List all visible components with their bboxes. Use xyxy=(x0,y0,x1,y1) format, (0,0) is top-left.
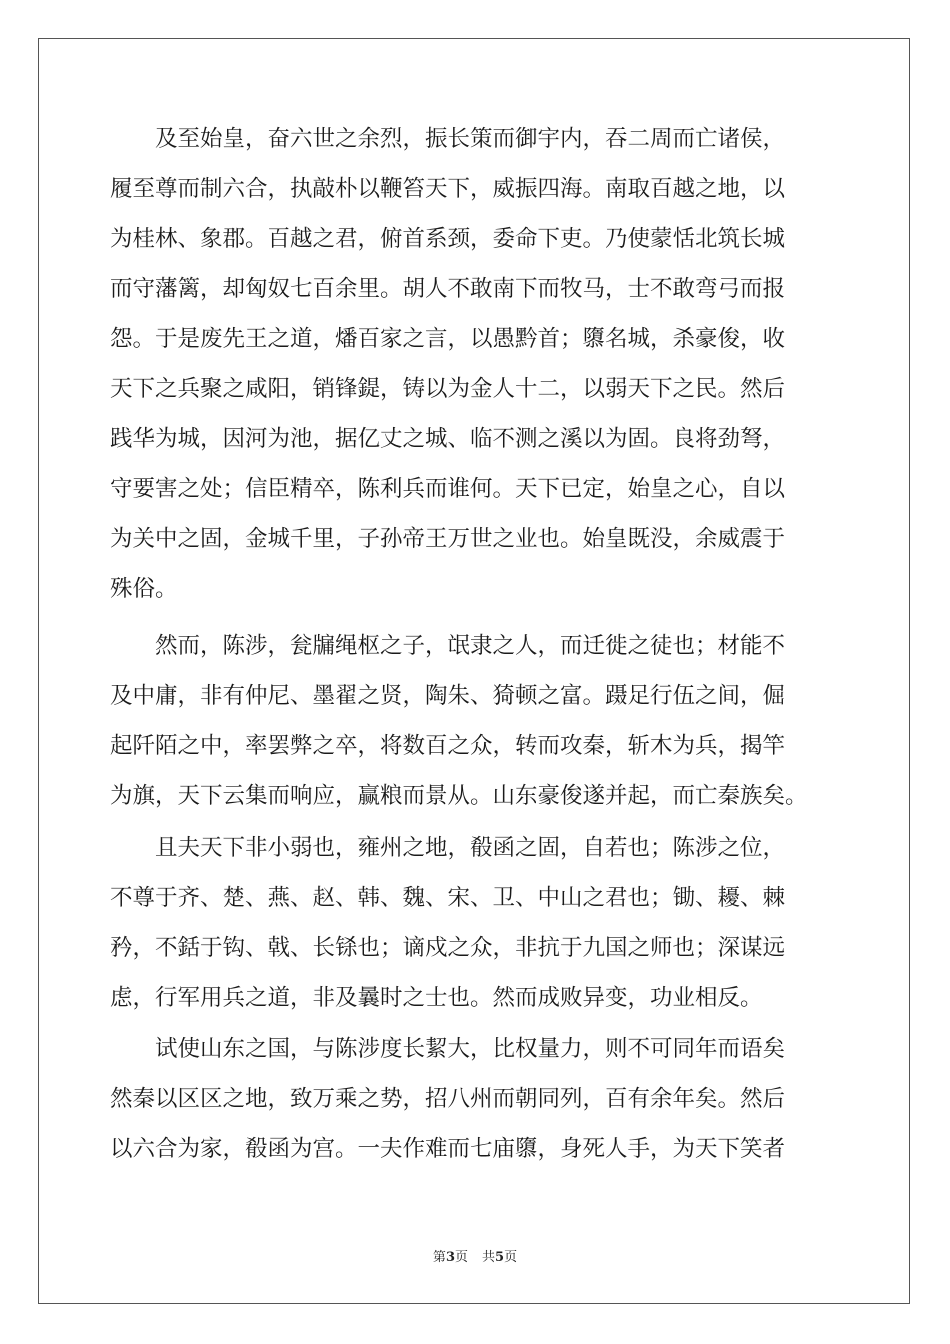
text-line: 为关中之固，金城千里，子孙帝王万世之业也。始皇既没，余威震于 xyxy=(110,526,786,552)
text-line: 践华为城，因河为池，据亿丈之城、临不测之溪以为固。良将劲弩， xyxy=(110,426,786,452)
text-line: 履至尊而制六合，执敲朴以鞭笞天下，威振四海。南取百越之地，以 xyxy=(110,176,786,202)
total-page-count: 5 xyxy=(495,1250,505,1265)
text-line: 为桂林、象郡。百越之君，俯首系颈，委命下吏。乃使蒙恬北筑长城 xyxy=(110,226,786,252)
page-footer xyxy=(0,1246,950,1265)
text-line: 及中庸，非有仲尼、墨翟之贤，陶朱、猗顿之富。蹑足行伍之间，倔 xyxy=(110,683,786,709)
total-prefix: 共 xyxy=(482,1250,496,1265)
total-suffix: 页 xyxy=(504,1250,518,1265)
text-line: 不尊于齐、楚、燕、赵、韩、魏、宋、卫、中山之君也；锄、耰、棘 xyxy=(110,885,786,911)
text-line: 矜，不銛于钩、戟、长铩也；谪戍之众，非抗于九国之师也；深谋远 xyxy=(110,935,786,961)
text-line: 及至始皇，奋六世之余烈，振长策而御宇内，吞二周而亡诸侯， xyxy=(110,126,786,152)
text-line: 起阡陌之中，率罢弊之卒，将数百之众，转而攻秦，斩木为兵，揭竿 xyxy=(110,733,786,759)
text-line: 然秦以区区之地，致万乘之势，招八州而朝同列，百有余年矣。然后 xyxy=(110,1086,786,1112)
text-line: 怨。于是废先王之道，燔百家之言，以愚黔首；隳名城，杀豪俊，收 xyxy=(110,326,786,352)
text-line: 然而，陈涉，瓮牖绳枢之子，氓隶之人，而迁徙之徒也；材能不 xyxy=(110,633,786,659)
page-prefix: 第 xyxy=(432,1250,446,1265)
text-line: 虑，行军用兵之道，非及曩时之士也。然而成败异变，功业相反。 xyxy=(110,985,763,1011)
text-line: 试使山东之国，与陈涉度长絜大，比权量力，则不可同年而语矣 xyxy=(110,1036,786,1062)
page-suffix: 页 xyxy=(454,1250,468,1265)
text-line: 为旗，天下云集而响应，赢粮而景从。山东豪俊遂并起，而亡秦族矣。 xyxy=(110,783,808,809)
current-page-number: 3 xyxy=(445,1250,455,1265)
text-line: 天下之兵聚之咸阳，销锋鍉，铸以为金人十二，以弱天下之民。然后 xyxy=(110,376,786,402)
text-line: 守要害之处；信臣精卒，陈利兵而谁何。天下已定，始皇之心，自以 xyxy=(110,476,786,502)
text-line: 以六合为家，殽函为宫。一夫作难而七庙隳，身死人手，为天下笑者 xyxy=(110,1136,786,1162)
text-line: 殊俗。 xyxy=(110,576,178,602)
text-line: 且夫天下非小弱也，雍州之地，殽函之固，自若也；陈涉之位， xyxy=(110,835,786,861)
text-line: 而守藩篱，却匈奴七百余里。胡人不敢南下而牧马，士不敢弯弓而报 xyxy=(110,276,786,302)
